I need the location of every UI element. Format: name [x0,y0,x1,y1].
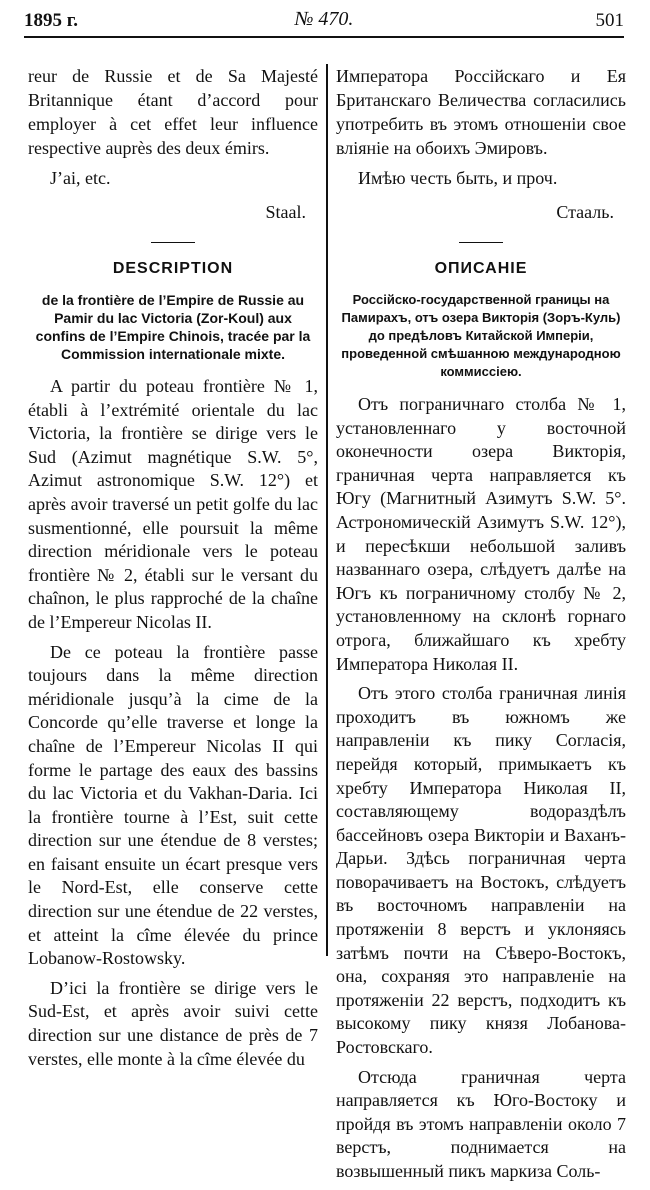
russian-intro: Императора Россійскаго и Ея Британскаго Величества согласились употребить въ этомъ отношеніи свое вліяніе на обоихъ Эмировъ. [336,66,626,158]
french-paragraph: De ce poteau la frontière passe toujours dans la même direction méridionale jusqu’à la cime de la Concorde qu’elle traverse et longe la chaîne de l’Empereur Nicolas II qui forme le partage des eaux des bassins du lac Victoria et du Vakhan-Daria. Ici la frontière tourne à l’Est, suit cette direction sur une étendue de 8 verstes; en faisant ensuite un écart presque vers le Nord-Est, elle conserve cette direction sur une étendue de 22 verstes, et atteint la cîme élevée du prince Lobanow-Rostowsky. [28,641,318,969]
french-paragraph: A partir du poteau frontière № 1, établi à l’extrémité orientale du lac Victoria, la frontière se dirige vers le Sud (Azimut magnétique S.W. 5°, Azimut astronomique S.W. 12°) et après avoir traversé un petit golfe du lac susmentionné, elle poursuit la même direction méridionale vers le poteau frontière № 2, établi sur le versant du chaînon, le plus rapproché de la chaîne de l’Empereur Nicolas II. [28,376,318,632]
russian-column [336,64,626,1190]
french-closing: J’ai, etc. [50,168,111,188]
section-separator [151,242,195,243]
header-rule [24,36,624,38]
russian-paragraph: Отъ этого столба граничная линія проходитъ въ южномъ же направленіи къ пику Согласія, перейдя который, примыкаетъ къ хребту Императора Николая II, составляющему водораздѣлъ бассейновъ озера Викторіи и Ваханъ-Дарьи. Здѣсь пограничная черта поворачиваетъ на Востокъ, слѣдуетъ въ восточномъ направленіи на протяженіи 8 верстъ и уклоняясь затѣмъ почти на Сѣверо-Востокъ, она, сохраняя это направленіе на протяженіи 22 верстъ, подходитъ къ высокому пику князя Лобанова-Ростовскаго. [336,683,626,1058]
russian-closing: Имѣю честь быть, и проч. [358,168,558,188]
column-divider [326,64,328,956]
header-year: 1895 г. [24,10,78,31]
section-separator [459,242,503,243]
header-document-number: № 470. [294,8,354,30]
russian-title: ОПИСАНІЕ [434,260,528,277]
french-title: DESCRIPTION [112,260,234,277]
french-paragraph: D’ici la frontière se dirige vers le Sud-Est, et après avoir suivi cette direction sur une distance de près de 7 verstes, elle monte à la cîme élevée du [28,977,318,1069]
russian-paragraph: Отъ пограничнаго столба № 1, установленнаго у восточной оконечности озера Викторія, граничная черта направляется къ Югу (Магнитный Азимутъ S.W. 5°. Астрономическій Азимутъ S.W. 12°), и пересѣкши небольшой заливъ названнаго озера, слѣдуетъ далѣе на Югъ къ пограничному столбу № 2, установленному на склонѣ горнаго отрога, ближайшаго къ хребту Императора Николая II. [336,394,626,674]
french-intro: reur de Russie et de Sa Majesté Britannique étant d’accord pour employer à cet effet leur influence respective auprès des deux émirs. [28,66,318,158]
page-header [24,6,624,40]
french-signature: Staal. [265,202,306,222]
russian-body [336,393,626,1184]
french-body [28,375,318,1071]
russian-paragraph: Отсюда граничная черта направляется къ Юго-Востоку и пройдя въ этомъ направленіи около 7 верстъ, поднимается на возвышенный пикъ маркиза Соль- [336,1066,626,1181]
header-page-number: 501 [595,10,624,31]
french-subtitle: de la frontière de l’Empire de Russie au Pamir du lac Victoria (Zor-Koul) aux confins de l’Empire Chinois, tracée par la Commission internationale mixte. [35,292,311,362]
french-column [28,64,318,1077]
russian-signature: Стааль. [556,202,614,222]
russian-subtitle: Россійско-государственной границы на Памирахъ, отъ озера Викторія (Зоръ-Куль) до предѣловъ Китайской Имперіи, проведенной смѣшанною международною коммиссіею. [341,292,621,379]
